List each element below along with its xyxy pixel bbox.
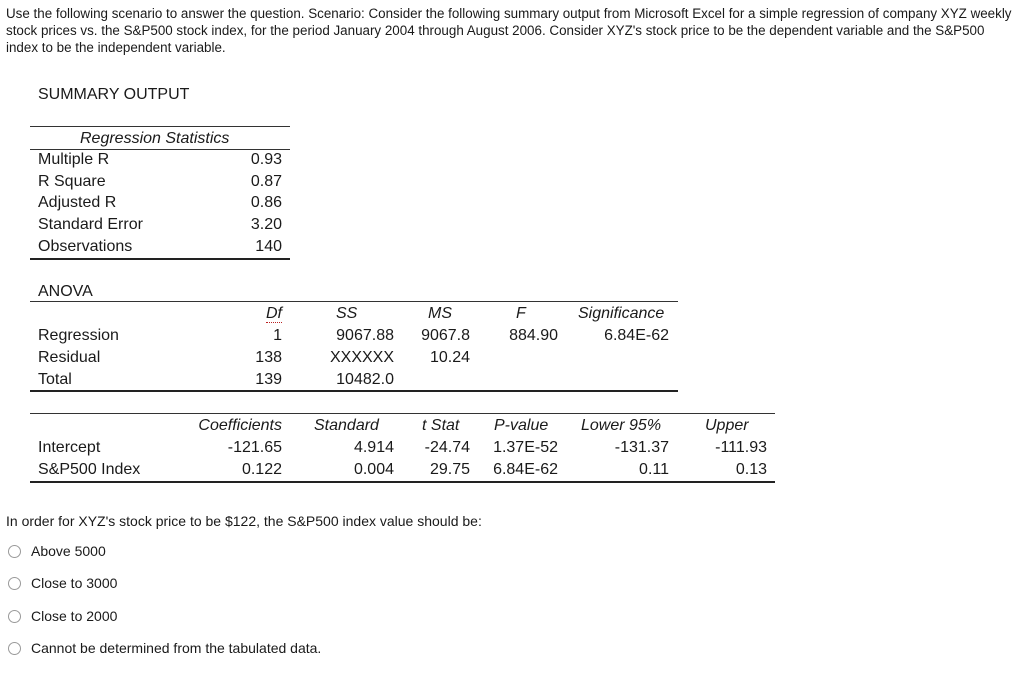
answer-option-label: Close to 3000 <box>31 575 118 591</box>
coef-header-t-stat: t Stat <box>422 417 460 434</box>
coef-row-label: S&P500 Index <box>38 461 141 478</box>
reg-stat-value: 0.87 <box>250 173 282 190</box>
coef-t-stat: 29.75 <box>429 461 470 478</box>
coef-standard-error: 4.914 <box>353 439 394 456</box>
anova-title: ANOVA <box>38 283 93 300</box>
coef-value: 0.122 <box>241 461 282 478</box>
anova-header-significance: Significance <box>578 305 665 322</box>
question-text: In order for XYZ's stock price to be $122, the S&P500 index value should be: <box>6 513 482 529</box>
coef-bottom-rule <box>30 481 775 483</box>
reg-stats-header: Regression Statistics <box>80 130 230 147</box>
anova-ms: 10.24 <box>429 349 470 366</box>
coef-top-rule <box>30 413 775 414</box>
coef-upper: -111.93 <box>715 439 767 456</box>
reg-stat-value: 3.20 <box>250 216 282 233</box>
coef-header-lower-95: Lower 95% <box>581 417 662 434</box>
coef-p-value: 1.37E-52 <box>493 439 558 456</box>
anova-df: 1 <box>273 327 282 344</box>
summary-output-title: SUMMARY OUTPUT <box>38 86 190 103</box>
anova-bottom-rule <box>30 390 678 392</box>
coef-t-stat: -24.74 <box>424 439 470 456</box>
anova-header-f: F <box>516 305 526 322</box>
coef-value: -121.65 <box>227 439 282 456</box>
reg-stat-label: R Square <box>38 173 106 190</box>
anova-row-label: Residual <box>38 349 101 366</box>
coef-header-upper: Upper <box>705 417 749 434</box>
anova-ss: 10482.0 <box>336 371 394 388</box>
radio-button[interactable] <box>8 610 21 623</box>
coef-lower-95: 0.11 <box>639 461 669 478</box>
radio-button[interactable] <box>8 545 21 558</box>
reg-stats-top-rule <box>30 126 290 127</box>
reg-stat-label: Observations <box>38 238 133 255</box>
answer-option-label: Above 5000 <box>31 543 106 559</box>
anova-ss: XXXXXX <box>329 349 394 366</box>
anova-significance: 6.84E-62 <box>604 327 669 344</box>
anova-df: 139 <box>255 371 282 388</box>
answer-option-label: Cannot be determined from the tabulated data. <box>31 640 322 656</box>
reg-stat-label: Adjusted R <box>38 194 117 211</box>
anova-ms: 9067.8 <box>421 327 470 344</box>
coef-header-standard: Standard <box>314 417 379 434</box>
answer-option-above-5000[interactable] <box>8 541 106 561</box>
coef-upper: 0.13 <box>735 461 767 478</box>
anova-header-ss: SS <box>336 305 358 322</box>
reg-stat-label: Standard Error <box>38 216 143 233</box>
reg-stats-bottom-rule <box>30 258 290 260</box>
reg-stat-label: Multiple R <box>38 151 110 168</box>
anova-header-df: Df <box>266 305 282 322</box>
reg-stat-value: 140 <box>255 238 282 255</box>
anova-f: 884.90 <box>509 327 558 344</box>
coef-header-coefficients: Coefficients <box>198 417 282 434</box>
coef-row-label: Intercept <box>38 439 101 456</box>
anova-header-ms: MS <box>428 305 452 322</box>
scenario-text: Use the following scenario to answer the question. Scenario: Consider the following summary output from Microsoft Excel for a simple regression of company XYZ weekly stock prices vs. the S&P500 stock index, for the period January 2004 through August 2006. Consider XYZ's stock price to be the dependent variable and the S&P500 index to be the independent variable. <box>6 6 1012 55</box>
anova-row-label: Total <box>38 371 72 388</box>
answer-option-label: Close to 2000 <box>31 608 118 624</box>
anova-df: 138 <box>255 349 282 366</box>
radio-button[interactable] <box>8 642 21 655</box>
reg-stat-value: 0.86 <box>250 194 282 211</box>
coef-header-p-value: P-value <box>494 417 549 434</box>
radio-button[interactable] <box>8 577 21 590</box>
coef-p-value: 6.84E-62 <box>493 461 558 478</box>
coef-standard-error: 0.004 <box>353 461 394 478</box>
anova-top-rule <box>30 301 678 302</box>
anova-ss: 9067.88 <box>336 327 394 344</box>
coef-lower-95: -131.37 <box>614 439 669 456</box>
anova-row-label: Regression <box>38 327 119 344</box>
answer-option-close-to-3000[interactable] <box>8 573 117 593</box>
answer-option-close-to-2000[interactable] <box>8 606 117 626</box>
reg-stat-value: 0.93 <box>250 151 282 168</box>
answer-option-cannot-be-determined[interactable] <box>8 638 321 658</box>
